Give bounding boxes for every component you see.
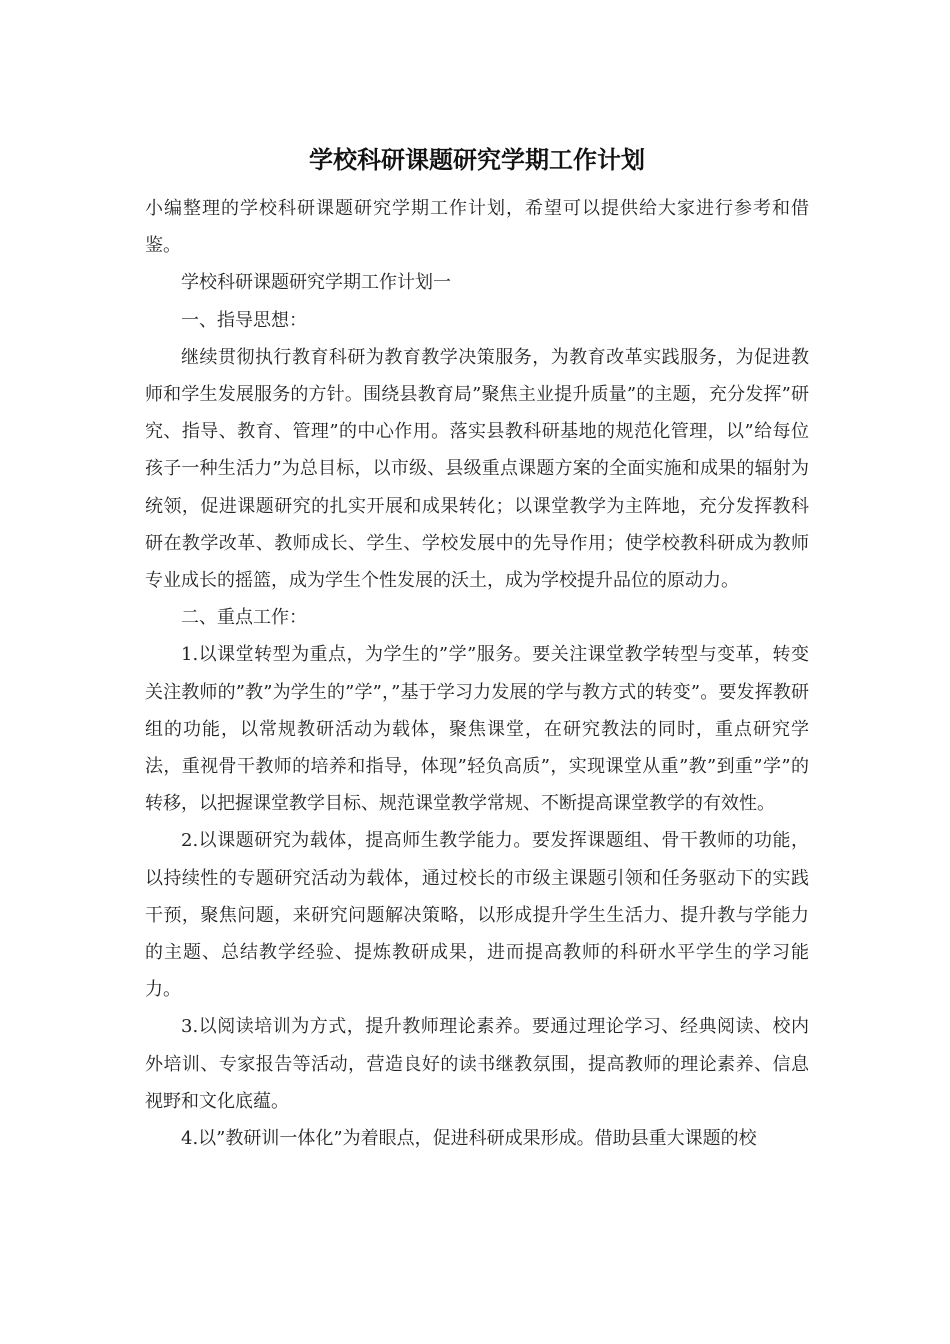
document-page: [145, 140, 809, 1157]
intro-paragraph: 小编整理的学校科研课题研究学期工作计划，希望可以提供给大家进行参考和借鉴。: [145, 198, 809, 257]
section-heading-key-work: 二、重点工作：: [181, 607, 307, 629]
section-heading-guiding-ideology: 一、指导思想：: [181, 309, 307, 331]
plan-heading: 学校科研课题研究学期工作计划一: [181, 272, 451, 294]
key-work-item-4: 4.以”教研训一体化”为着眼点，促进科研成果形成。借助县重大课题的校: [181, 1128, 757, 1150]
key-work-item-3: 3.以阅读培训为方式，提升教师理论素养。要通过理论学习、经典阅读、校内外培训、专家报告等活动，营造良好的读书继教氛围，提高教师的理论素养、信息视野和文化底蕴。: [145, 1016, 809, 1112]
paragraph-guiding-ideology: 继续贯彻执行教育科研为教育教学决策服务，为教育改革实践服务，为促进教师和学生发展服务的方针。围绕县教育局”聚焦主业提升质量”的主题，充分发挥”研究、指导、教育、管理”的中心作用。落实县教科研基地的规范化管理，以”给每位孩子一种生活力”为总目标，以市级、县级重点课题方案的全面实施和成果的辐射为统领，促进课题研究的扎实开展和成果转化；以课堂教学为主阵地，充分发挥教科研在教学改革、教师成长、学生、学校发展中的先导作用；使学校教科研成为教师专业成长的摇篮，成为学生个性发展的沃土，成为学校提升品位的原动力。: [145, 346, 809, 592]
key-work-item-1: 1.以课堂转型为重点，为学生的”学”服务。要关注课堂教学转型与变革，转变关注教师的”教”为学生的”学”，”基于学习力发展的学与教方式的转变”。要发挥教研组的功能，以常规教研活动为载体，聚焦课堂，在研究教法的同时，重点研究学法，重视骨干教师的培养和指导，体现”轻负高质”，实现课堂从重”教”到重”学”的转移，以把握课堂教学目标、规范课堂教学常规、不断提高课堂教学的有效性。: [145, 644, 809, 815]
document-title: 学校科研课题研究学期工作计划: [309, 145, 645, 174]
key-work-item-2: 2.以课题研究为载体，提高师生教学能力。要发挥课题组、骨干教师的功能，以持续性的专题研究活动为载体，通过校长的市级主课题引领和任务驱动下的实践干预，聚焦问题，来研究问题解决策略，以形成提升学生生活力、提升教与学能力的主题、总结教学经验、提炼教研成果，进而提高教师的科研水平学生的学习能力。: [145, 830, 809, 1001]
